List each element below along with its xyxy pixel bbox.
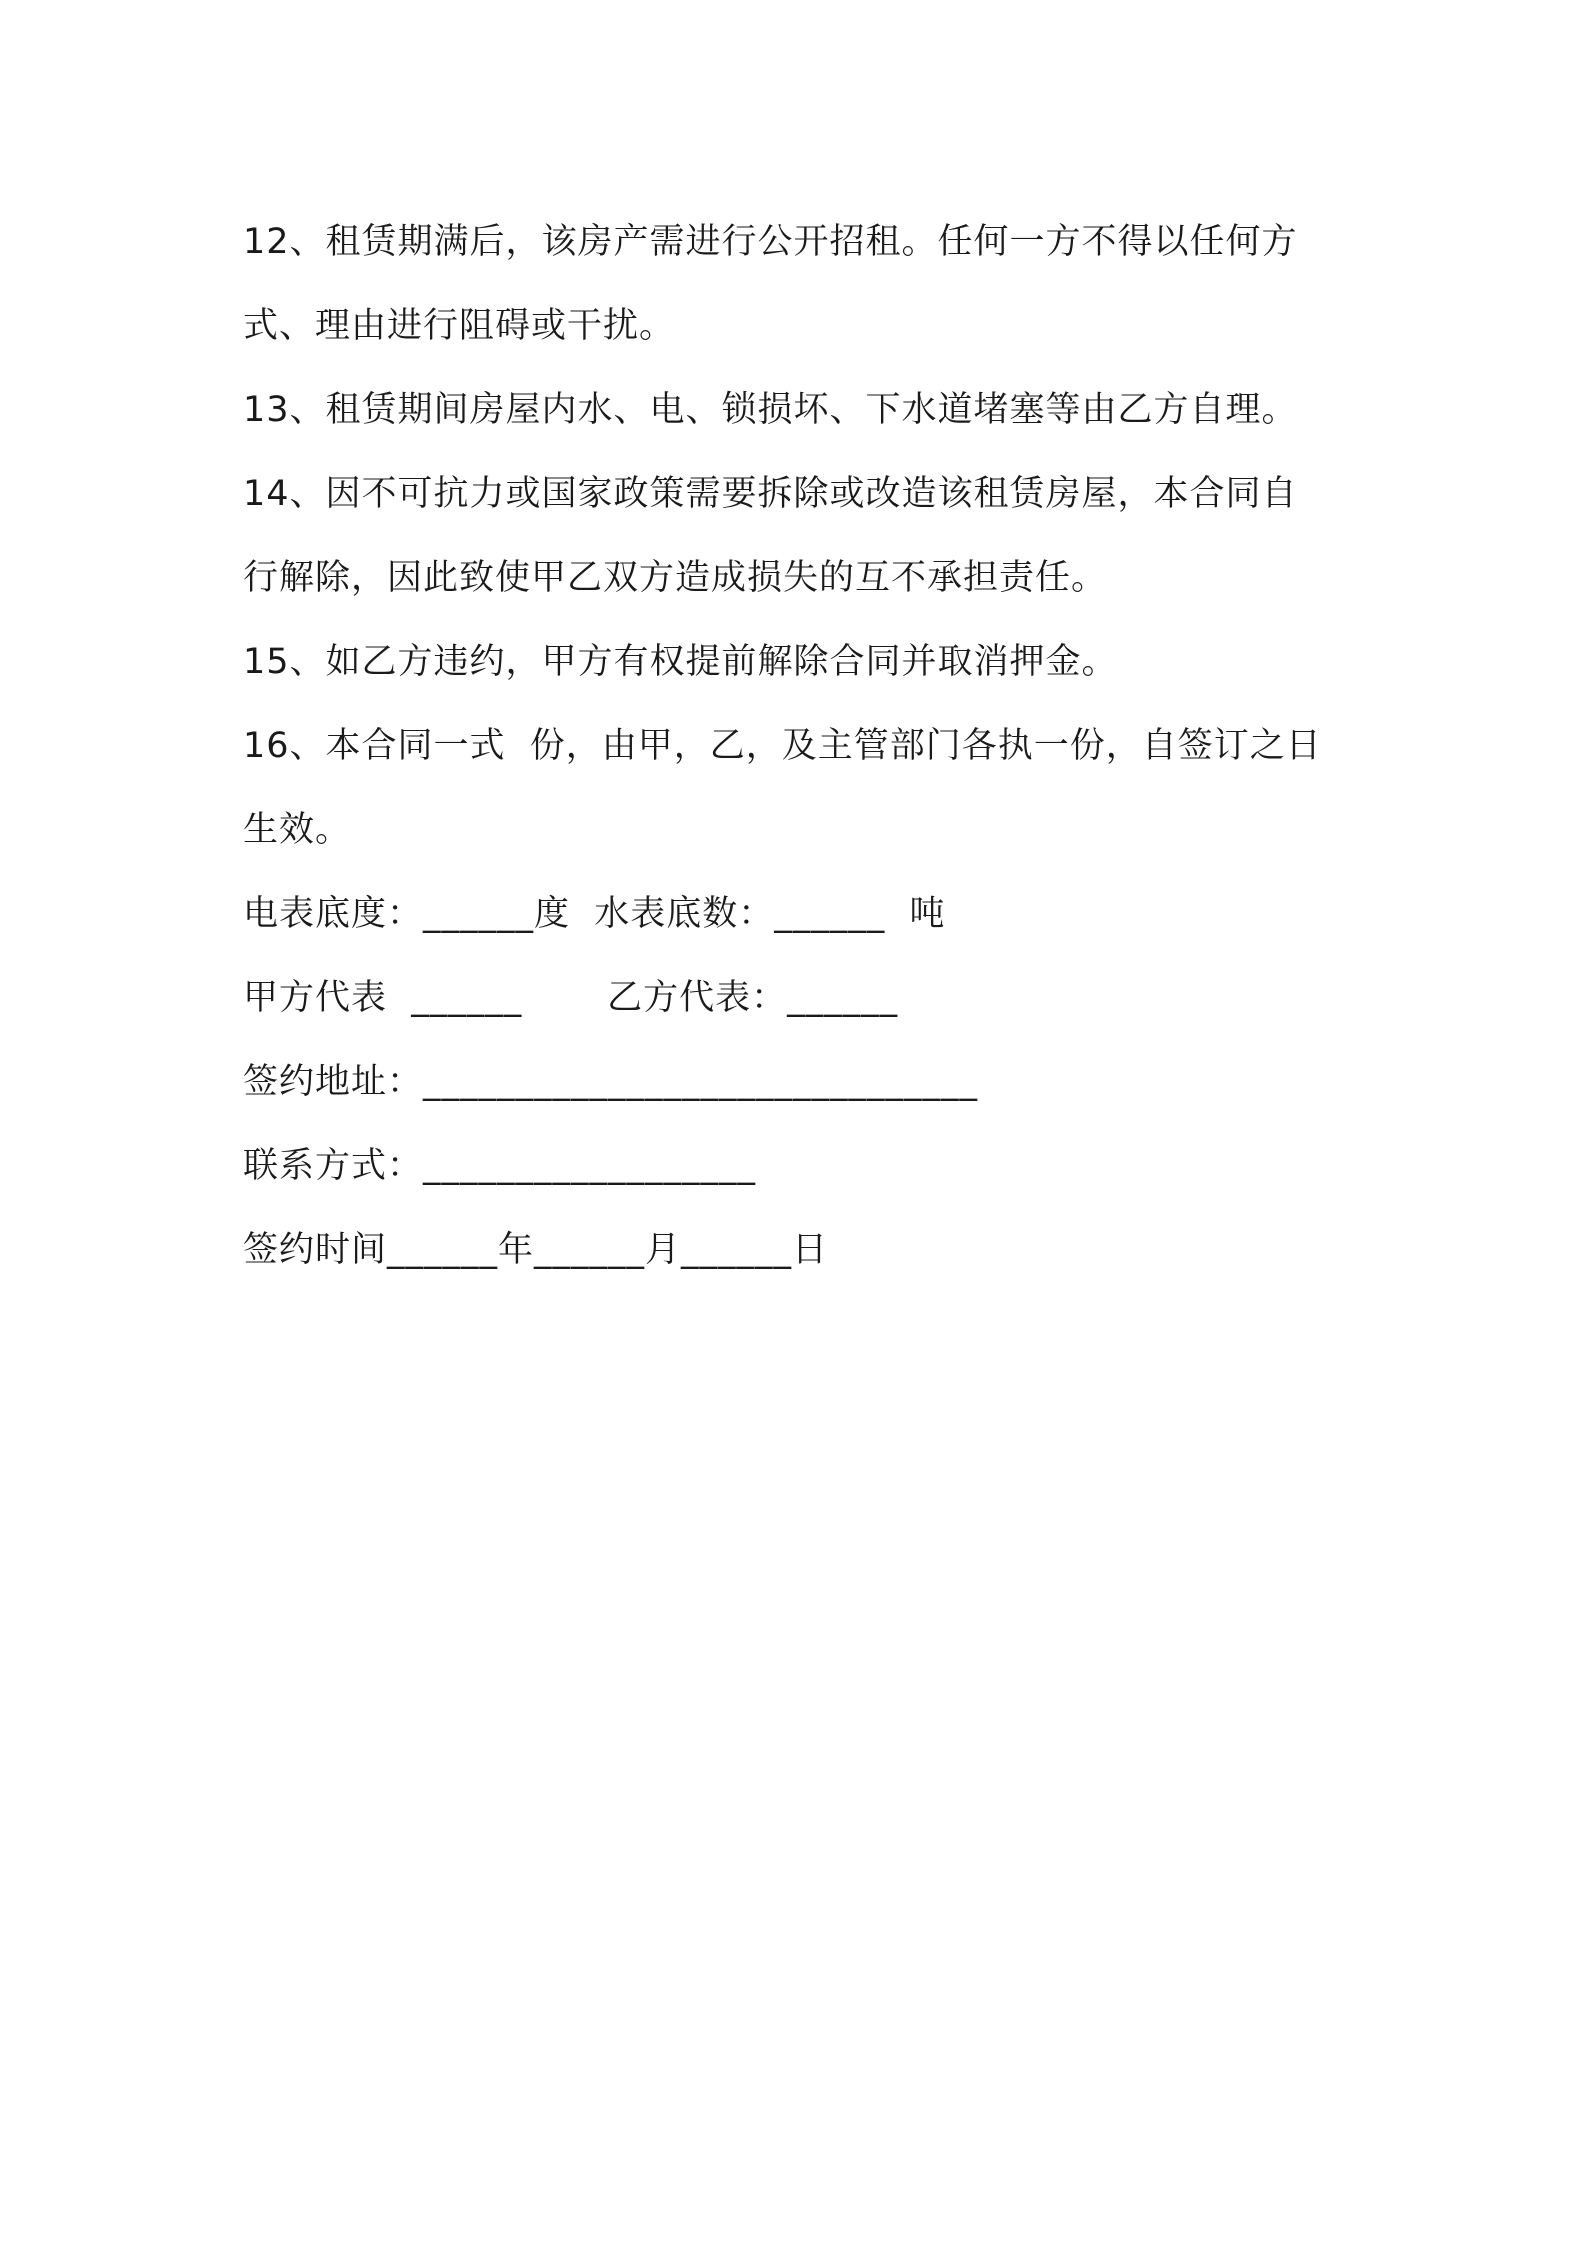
clause-12-line-2: 式、理由进行阻碍或干扰。 (243, 306, 676, 346)
signing-date-field: 签约时间______年______月______日 (243, 1230, 829, 1270)
clause-15: 15、如乙方违约，甲方有权提前解除合同并取消押金。 (243, 642, 1118, 682)
contact-method-field: 联系方式：__________________ (243, 1146, 757, 1186)
clause-16-line-2: 生效。 (243, 810, 352, 850)
contract-text (243, 200, 1363, 1292)
signing-address-field: 签约地址：______________________________ (243, 1062, 979, 1102)
clause-14-line-2: 行解除，因此致使甲乙双方造成损失的互不承担责任。 (243, 558, 1108, 598)
meter-readings-field: 电表底度：______度 水表底数：______ 吨 (243, 894, 946, 934)
party-representatives-field: 甲方代表 ______ 乙方代表：______ (243, 978, 899, 1018)
clause-14-line-1: 14、因不可抗力或国家政策需要拆除或改造该租赁房屋，本合同自 (243, 474, 1298, 514)
clause-13: 13、租赁期间房屋内水、电、锁损坏、下水道堵塞等由乙方自理。 (243, 390, 1298, 430)
clause-12-line-1: 12、租赁期满后，该房产需进行公开招租。任何一方不得以任何方 (243, 222, 1298, 262)
clause-16-line-1: 16、本合同一式 份，由甲，乙，及主管部门各执一份，自签订之日 (243, 726, 1322, 766)
